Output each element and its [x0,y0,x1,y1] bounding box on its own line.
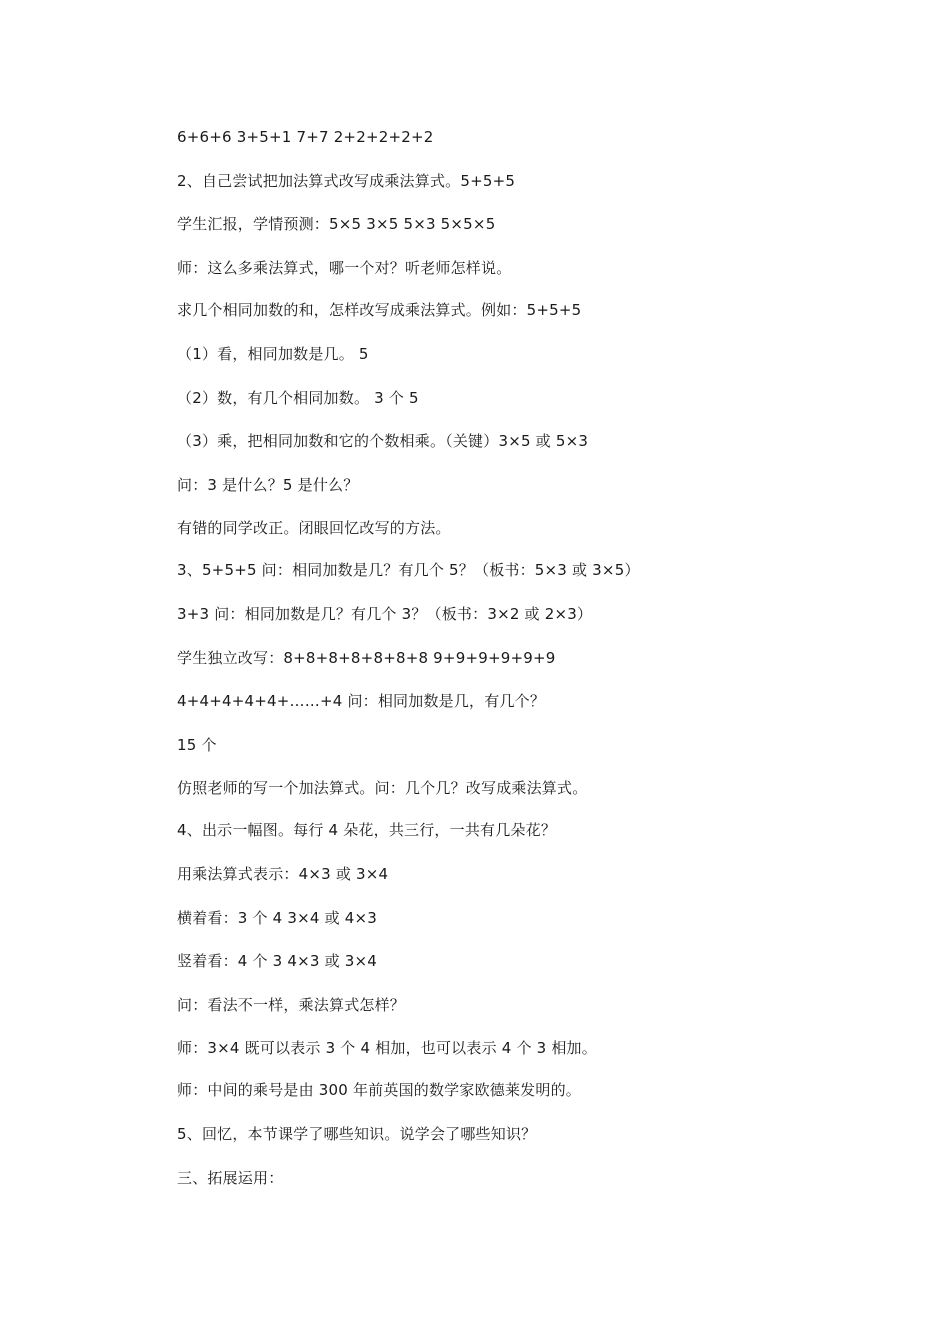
text-line-24: 5、回忆，本节课学了哪些知识。说学会了哪些知识？ [177,1125,537,1143]
text-line-4: 师：这么多乘法算式，哪一个对？听老师怎样说。 [177,259,512,277]
text-line-5: 求几个相同加数的和，怎样改写成乘法算式。例如：5+5+5 [177,301,582,319]
text-line-21: 问：看法不一样，乘法算式怎样？ [177,996,406,1014]
text-line-3: 学生汇报，学情预测：5×5 3×5 5×3 5×5×5 [177,215,496,233]
text-line-22: 师：3×4 既可以表示 3 个 4 相加，也可以表示 4 个 3 相加。 [177,1039,597,1057]
text-line-19: 横着看：3 个 4 3×4 或 4×3 [177,909,378,927]
text-line-7: （2）数，有几个相同加数。 3 个 5 [177,389,419,407]
text-line-17: 4、出示一幅图。每行 4 朵花，共三行，一共有几朵花？ [177,821,557,839]
text-line-10: 有错的同学改正。闭眼回忆改写的方法。 [177,519,451,537]
text-line-16: 仿照老师的写一个加法算式。问：几个几？改写成乘法算式。 [177,779,588,797]
text-line-2: 2、自己尝试把加法算式改写成乘法算式。5+5+5 [177,172,516,190]
text-line-20: 竖着看：4 个 3 4×3 或 3×4 [177,952,378,970]
text-line-8: （3）乘，把相同加数和它的个数相乘。（关键）3×5 或 5×3 [177,432,589,450]
text-line-23: 师：中间的乘号是由 300 年前英国的数学家欧德莱发明的。 [177,1081,581,1099]
text-line-6: （1）看，相同加数是几。 5 [177,345,369,363]
text-line-12: 3+3 问：相同加数是几？有几个 3？（板书：3×2 或 2×3） [177,605,593,623]
text-line-9: 问：3 是什么？5 是什么？ [177,476,359,494]
text-line-11: 3、5+5+5 问：相同加数是几？有几个 5？（板书：5×3 或 3×5） [177,561,640,579]
text-line-15: 15 个 [177,736,217,754]
text-line-25: 三、拓展运用： [177,1169,284,1187]
text-line-18: 用乘法算式表示：4×3 或 3×4 [177,865,389,883]
text-line-13: 学生独立改写：8+8+8+8+8+8+8 9+9+9+9+9+9 [177,649,556,667]
text-line-1: 6+6+6 3+5+1 7+7 2+2+2+2+2 [177,128,434,146]
text-line-14: 4+4+4+4+4+……+4 问：相同加数是几，有几个？ [177,692,546,710]
